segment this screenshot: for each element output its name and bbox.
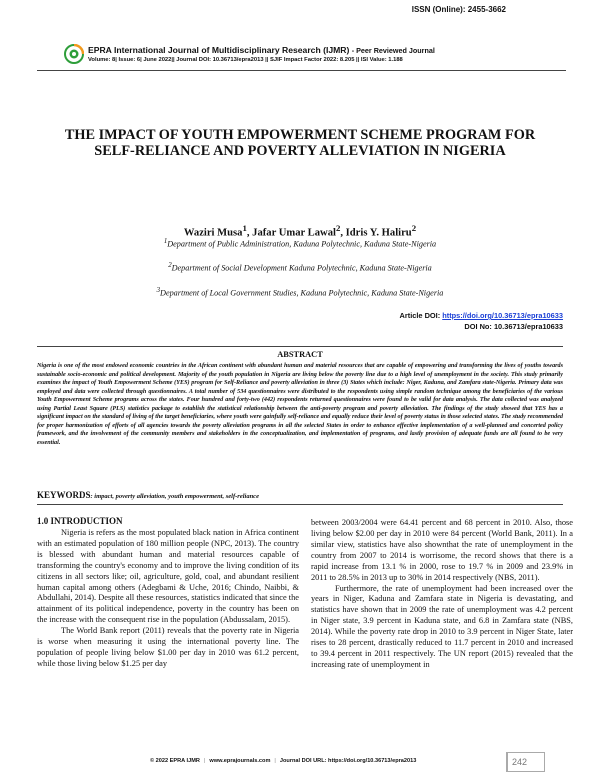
author-sup: 2 <box>411 223 417 233</box>
journal-logo-icon <box>64 44 84 64</box>
author-list <box>0 223 600 239</box>
author-sup: 1 <box>242 223 247 233</box>
journal-title: EPRA International Journal of Multidisciplinary Research (IJMR) <box>88 45 350 55</box>
body-column-right <box>311 518 573 671</box>
body-paragraph: between 2003/2004 were 64.41 percent and 68 percent in 2010. Also, those living below $2.00 per day in 2010 were 84 percent (World Bank, 2011). In a similar view, statistics have also shownthat the rate of unemployment in the country from 2007 to 2014 is worrisome, the record shows that there is a rapid increase from 13.1 % in 2000, rose to 19.7 % in 2009 and 23.9% in 2011 to 28.5% in 2013 up to 30% in 2014 respectively (NBS, 2011). <box>311 518 573 582</box>
keywords-line <box>37 490 563 500</box>
body-paragraph: Nigeria is refers as the most populated black nation in Africa continent with an estimated population of 180 million people (NPC, 2013). The country is blessed with abundant human and material resources capable of transforming the country's economy and to improve the living condition of its citizens in all sectors like; oil, agriculture, gold, coal, and abundant resilient human capital among others (Adegbami & Uche, 2016; Chindo, Naibbi, & Abdullahi, 2014). Despite all these resources, statistics indicated that since the attainment of its political independence, poverty in the country has been on the increase with the consequent rise in the population (Abdussalam, 2015). <box>37 527 299 625</box>
issn-label: ISSN (Online): 2455-3662 <box>411 5 506 14</box>
affiliation-sup: 2 <box>168 262 172 269</box>
author-sep: , <box>246 227 253 239</box>
affiliation-sup: 3 <box>156 287 161 294</box>
body-column-left <box>37 516 299 670</box>
page-number: 242 <box>512 757 528 767</box>
author-sup: 2 <box>335 223 341 233</box>
article-doi <box>400 311 563 320</box>
author-name: Jafar Umar Lawal <box>252 227 336 239</box>
affiliation-text: Department of Local Government Studies, Kaduna Polytechnic, Kaduna State-Nigeria <box>160 288 444 298</box>
affiliation-sup: 1 <box>163 238 168 245</box>
article-doi-label: Article DOI: <box>399 311 443 320</box>
affiliation <box>0 238 600 249</box>
author-name: Waziri Musa <box>183 227 243 239</box>
body-paragraph: Furthermore, the rate of unemployment had been increased over the years in Niger, Kaduna and Zamfara state in Nigeria is devastating, and statistics have shown that in 2009 the rate of unemployment was 4.2 percent in Niger state, 3.9 percent in Kaduna state, and 6.8 in Zamfara state (NBS, 2014). While the poverty rate drop in 2010 to 3.9 percent in Niger State, later rises to 28 percent, drastically reduced to 11.7 percent in 2010 and increased to 39.4 percent in 2011 respectively. The UN report (2015) revealed that the increasing rate of unemployment in <box>311 583 573 669</box>
abstract-heading: ABSTRACT <box>277 350 323 359</box>
keywords-label: KEYWORDS <box>37 490 91 500</box>
abstract-top-rule <box>37 346 563 347</box>
affiliation <box>0 287 600 298</box>
footer-copyright: © 2022 EPRA IJMR <box>150 758 200 764</box>
article-doi-link[interactable]: https://doi.org/10.36713/epra10633 <box>442 311 563 320</box>
paper-title: THE IMPACT OF YOUTH EMPOWERMENT SCHEME PROGRAM FOR SELF-RELIANCE AND POVERTY ALLEVIATION IN NIGERIA <box>64 127 536 159</box>
abstract-text: Nigeria is one of the most endowed economic countries in the African continent with abundant human and material resources that are capable of empowering and transforming the lives of youths towards sustainable socio-economic and political development. Majority of the youth population in Nigeria are living below the poverty line due to a high level of unemployment in the society. This study primarily examines the impact of Youth Empowerment Scheme (YES) program for Self-Reliance and poverty alleviation in three (3) States which include: Niger, Kaduna, and Zamfara state-Nigeria. Primary data was employed and data were collected through questionnaires. A total number of 534 questionnaires were distributed to the respondents using simple random technique among the beneficiaries of the various Youth Empowerment Scheme programs across the states. Four hundred and forty-two (442) respondents returned questionnaires were found to be valid for data analysis. The data collected was analyzed using Partial Least Square (PLS) statistics package to establish the statistical relationship between the anti-poverty program and poverty alleviation. The findings of the study showed that YES has a significant impact on the standard of living of the target beneficiaries, where youth were gainfully self-reliance and equally reduce their level of poverty status in those selected states. The study recommended for proper harmonization of efforts of all agencies towards the poverty alleviation programs in all the selected States in order to enhance effective implementation of a well-planned and concerted policy framework, and the involvement of the community members and stakeholders in the conceptualization, and implementation of programs, and lastly provision of adequate funds are all found to be very essential. <box>37 363 563 446</box>
footer-doi-url: Journal DOI URL: https://doi.org/10.36713/epra2013 <box>279 758 417 764</box>
doi-number: DOI No: 10.36713/epra10633 <box>464 322 563 331</box>
abstract-bottom-rule <box>37 504 563 505</box>
page-footer: © 2022 EPRA IJMR | www.eprajournals.com | Journal DOI URL: https://doi.org/10.36713/epra2013 <box>150 758 417 764</box>
affiliation-text: Department of Social Development Kaduna Polytechnic, Kaduna State-Nigeria <box>171 263 432 273</box>
affiliation <box>0 262 600 273</box>
peer-reviewed-label: - Peer Reviewed Journal <box>351 46 435 55</box>
keywords-values: : impact, poverty alleviation, youth empowerment, self-reliance <box>90 493 259 500</box>
footer-site: www.eprajournals.com <box>209 758 271 764</box>
body-paragraph: The World Bank report (2011) reveals that the poverty rate in Nigeria is worse when measuring it using the international poverty line. The population of people living below $1.00 per day in 2010 was 61.2 percent, while those living below $1.25 per day <box>37 626 299 668</box>
affiliation-text: Department of Public Administration, Kaduna Polytechnic, Kaduna State-Nigeria <box>167 239 437 249</box>
author-sep: , <box>340 227 346 239</box>
journal-meta: Volume: 8| Issue: 6| June 2022|| Journal DOI: 10.36713/epra2013 || SJIF Impact Factor 2022: 8.205 || ISI Value: 1.188 <box>88 57 403 63</box>
journal-name <box>88 45 435 55</box>
section-heading: 1.0 INTRODUCTION <box>37 516 123 526</box>
author-name: Idris Y. Haliru <box>345 227 412 239</box>
header-divider <box>37 70 566 71</box>
